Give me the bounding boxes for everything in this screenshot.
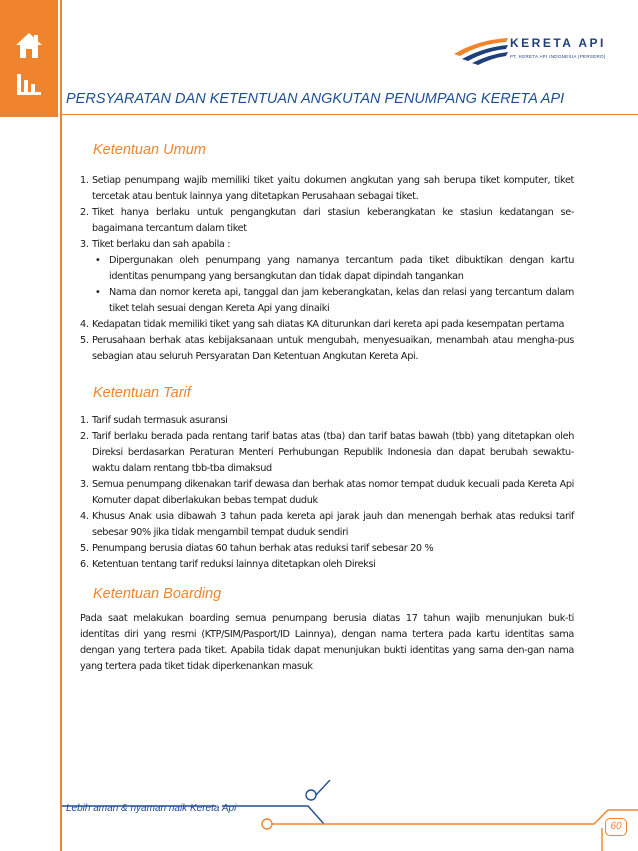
bullet-item: • Dipergunakan oleh penumpang yang namanya tercantum pada tiket dibuktikan dengan kartu identitas penumpang yang bersangkutan dan tidak dapat dipindah tangankan	[95, 255, 574, 282]
page-number: 60	[605, 818, 627, 836]
sidebar-divider	[60, 0, 62, 851]
list-item: 5. Perusahaan berhak atas kebijaksanaan untuk mengubah, menyesuaikan, menambah atau mengha-pus sebagian atau seluruh Persyaratan Dan Ketentuan Angkutan Kereta Api.	[80, 335, 574, 362]
bullet-icon: •	[95, 255, 101, 266]
footer-circuit-decoration	[62, 780, 638, 851]
section-heading-boarding: Ketentuan Boarding	[93, 586, 222, 602]
section-heading-tarif: Ketentuan Tarif	[93, 385, 191, 401]
umum-list	[80, 173, 574, 365]
list-item: 2. Tiket hanya berlaku untuk pengangkutan dari stasiun keberangkatan ke stasiun kedatangan se-bagaimana tercantum dalam tiket	[80, 207, 574, 234]
bullet-icon: •	[95, 287, 101, 298]
bullet-item: • Nama dan nomor kereta api, tanggal dan jam keberangkatan, kelas dan relasi yang tercantum dalam tiket telah sesuai dengan Kereta Api yang dinaiki	[95, 287, 574, 314]
bar-chart-icon[interactable]	[16, 70, 42, 96]
tarif-list	[80, 413, 574, 573]
list-item: 4. Kedapatan tidak memiliki tiket yang sah diatas KA diturunkan dari kereta api pada kesempatan pertama	[80, 319, 565, 330]
list-item: 3. Tiket berlaku dan sah apabila : • Dipergunakan oleh penumpang yang namanya tercantum pada tiket dibuktikan dengan kartu identitas penumpang yang bersangkutan dan tidak dapat dipindah tangankan • Nama dan nomor kereta api, tanggal dan jam keberangkatan, kelas dan relasi yang tercantum dalam tiket telah sesuai dengan Kereta Api yang dinaiki	[80, 237, 574, 317]
sidebar	[0, 0, 58, 117]
list-item: 6. Ketentuan tentang tarif reduksi lainnya ditetapkan oleh Direksi	[80, 559, 376, 570]
list-item: 1. Setiap penumpang wajib memiliki tiket yaitu dokumen angkutan yang sah berupa tiket komputer, tiket tercetak atau bentuk lainnya yang ditetapkan Perusahaan sebagai tiket.	[80, 175, 574, 202]
boarding-paragraph: Pada saat melakukan boarding semua penumpang berusia diatas 17 tahun wajib menunjukan buk-ti identitas diri yang resmi (KTP/SIM/Pasport/ID Lainnya), dengan nama tertera pada kartu identitas sama dengan yang tertera pada tiket. Apabila tidak dapat menunjukan bukti identitas yang sama den-gan nama yang tertera pada tiket tidak diperkenankan masuk	[80, 613, 574, 672]
brand-subtitle: PT. KERETA API INDONESIA (PERSERO)	[510, 54, 606, 59]
list-item: 2. Tarif berlaku berada pada rentang tarif batas atas (tba) dan tarif batas bawah (tbb) yang ditetapkan oleh Direksi berdasarkan Peraturan Menteri Perhubungan Republik Indonesia dan dapat berubah sewaktu-waktu dalam rentang tbb-tba dimaksud	[80, 431, 574, 474]
list-item: 4. Khusus Anak usia dibawah 3 tahun pada kereta api jarak jauh dan menengah berhak atas reduksi tarif sebesar 90% jika tidak mengambil tempat duduk sendiri	[80, 511, 574, 538]
home-icon[interactable]	[14, 30, 44, 60]
list-item: 1. Tarif sudah termasuk asuransi	[80, 415, 228, 426]
section-heading-umum: Ketentuan Umum	[93, 142, 206, 158]
footer-tagline: Lebih aman & nyaman naik Kereta Api	[66, 803, 237, 814]
title-divider	[62, 114, 638, 115]
list-item: 3. Semua penumpang dikenakan tarif dewasa dan berhak atas nomor tempat duduk kecuali pada Kereta Api Komuter dapat diberlakukan bebas tempat duduk	[80, 479, 574, 506]
page-title: PERSYARATAN DAN KETENTUAN ANGKUTAN PENUMPANG KERETA API	[66, 91, 565, 107]
list-item: 5. Penumpang berusia diatas 60 tahun berhak atas reduksi tarif sebesar 20 %	[80, 543, 434, 554]
bullet-list	[92, 253, 574, 317]
brand-name: KERETA API	[510, 36, 606, 50]
